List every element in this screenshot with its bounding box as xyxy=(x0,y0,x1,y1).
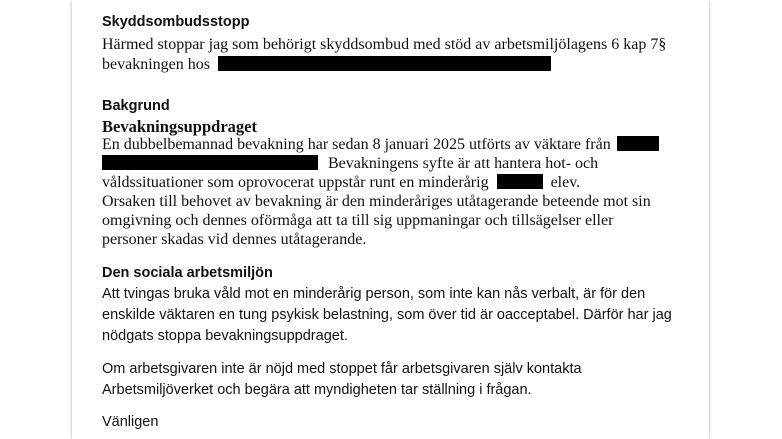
background-line-1-text: En dubbelbemannad bevakning har sedan 8 januari 2025 utförts av väktare från xyxy=(102,136,611,153)
background-line-4: Orsaken till behovet av bevakning är den minderåriges utåtagerande beteende mot sin xyxy=(102,193,651,210)
intro-line-2 xyxy=(102,56,551,74)
heading-bevakningsuppdraget: Bevakningsuppdraget xyxy=(102,117,257,136)
heading-skyddsombudsstopp: Skyddsombudsstopp xyxy=(102,14,250,30)
background-line-5: omgivning och dennes oförmåga att ta till sig uppmaningar och tillsägelser eller xyxy=(102,212,614,229)
background-line-1 xyxy=(102,136,659,154)
closing-line-1: Om arbetsgivaren inte är nöjd med stoppet får arbetsgivaren själv kontakta xyxy=(102,361,582,377)
heading-bakgrund: Bakgrund xyxy=(102,98,170,114)
intro-line-1: Härmed stoppar jag som behörigt skyddsombud med stöd av arbetsmiljölagens 6 kap 7§ xyxy=(102,36,667,53)
background-line-3-text-a: våldssituationer som oprovocerat uppstår runt en minderårig xyxy=(102,174,489,191)
redaction-bar xyxy=(617,136,659,151)
redaction-bar xyxy=(102,155,318,170)
intro-line-2-text: bevakningen hos xyxy=(102,56,210,73)
background-line-2 xyxy=(102,155,598,173)
closing-line-2: Arbetsmiljöverket och begära att myndigheten tar ställning i frågan. xyxy=(102,382,532,398)
social-line-1: Att tvingas bruka våld mot en minderårig person, som inte kan nås verbalt, är för den xyxy=(102,286,646,302)
background-line-2-text: Bevakningens syfte är att hantera hot- och xyxy=(328,155,599,172)
background-line-3-text-b: elev. xyxy=(550,174,581,191)
redaction-bar xyxy=(497,174,543,189)
background-line-6: personer skadas vid dennes utåtagerande. xyxy=(102,231,367,248)
redaction-bar xyxy=(218,56,551,71)
document-page xyxy=(72,0,709,439)
heading-social-work-environment: Den sociala arbetsmiljön xyxy=(102,265,273,281)
social-line-2: enskilde väktaren en tung psykisk belastning, som över tid är oacceptabel. Därför har jag xyxy=(102,307,672,323)
signoff: Vänligen xyxy=(102,414,159,430)
social-line-3: nödgats stoppa bevakningsuppdraget. xyxy=(102,328,348,344)
background-line-3 xyxy=(102,174,580,192)
